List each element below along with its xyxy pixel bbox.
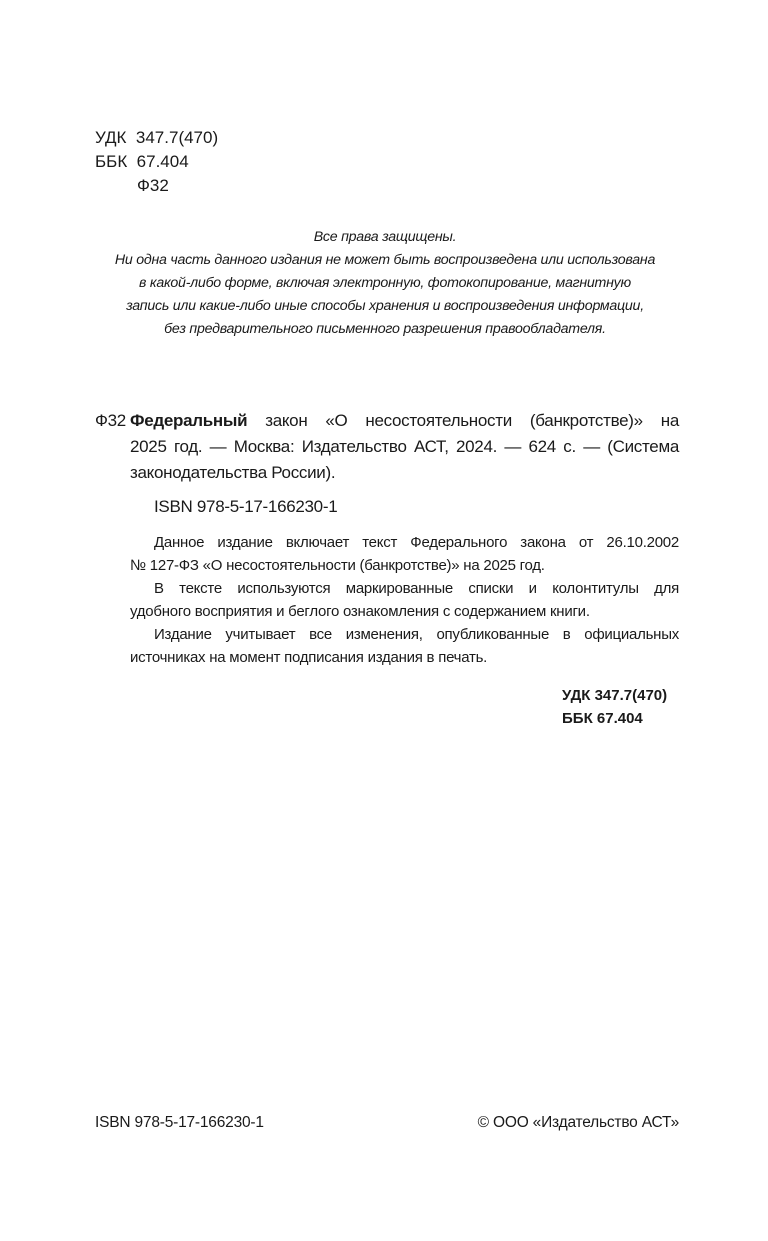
footer-isbn: ISBN 978-5-17-166230-1 bbox=[95, 1114, 264, 1131]
annotation-paragraph: Данное издание включает текст Федерального закона от 26.10.2002 № 127-ФЗ «О несостоятельности (банкротстве)» на 2025 год. bbox=[130, 534, 679, 574]
annotation-paragraph: В тексте используются маркированные списки и колонтитулы для удобного восприятия и беглого ознакомления с содержанием книги. bbox=[130, 580, 679, 620]
biblio-title-bold: Федеральный bbox=[130, 411, 248, 430]
classification-codes bbox=[95, 126, 218, 198]
rights-notice bbox=[90, 226, 680, 341]
rights-heading: Все права защищены. bbox=[313, 229, 457, 245]
bbk-code-bold: ББК 67.404 bbox=[562, 710, 643, 727]
rights-line: Ни одна часть данного издания не может быть воспроизведена или использована bbox=[114, 252, 656, 268]
rights-line: в какой-либо форме, включая электронную, фотокопирование, магнитную bbox=[139, 275, 631, 291]
classification-codes-right bbox=[562, 684, 667, 730]
biblio-entry bbox=[95, 408, 679, 486]
author-sign: Ф32 bbox=[137, 176, 169, 195]
udk-code: УДК 347.7(470) bbox=[95, 128, 219, 147]
footer-copyright: © ООО «Издательство АСТ» bbox=[477, 1114, 679, 1131]
biblio-description: 2025 год. — Москва: Издательство АСТ, 2024. — 624 с. — (Система законодательства России). bbox=[130, 437, 679, 482]
rights-line: запись или какие-либо иные способы хранения и воспроизведения информации, bbox=[126, 298, 644, 314]
bbk-code: ББК 67.404 bbox=[95, 152, 189, 171]
biblio-title-rest: закон «О несостоятельности (банкротстве)» на bbox=[265, 411, 679, 430]
biblio-code: Ф32 bbox=[95, 411, 126, 430]
isbn-line: ISBN 978-5-17-166230-1 bbox=[154, 497, 338, 516]
annotation bbox=[130, 531, 679, 669]
udk-code-bold: УДК 347.7(470) bbox=[562, 687, 668, 704]
rights-line: без предварительного письменного разрешения правообладателя. bbox=[164, 321, 606, 337]
bibliographic-record bbox=[95, 408, 679, 486]
annotation-paragraph: Издание учитывает все изменения, опубликованные в официальных источниках на момент подписания издания в печать. bbox=[130, 626, 679, 666]
